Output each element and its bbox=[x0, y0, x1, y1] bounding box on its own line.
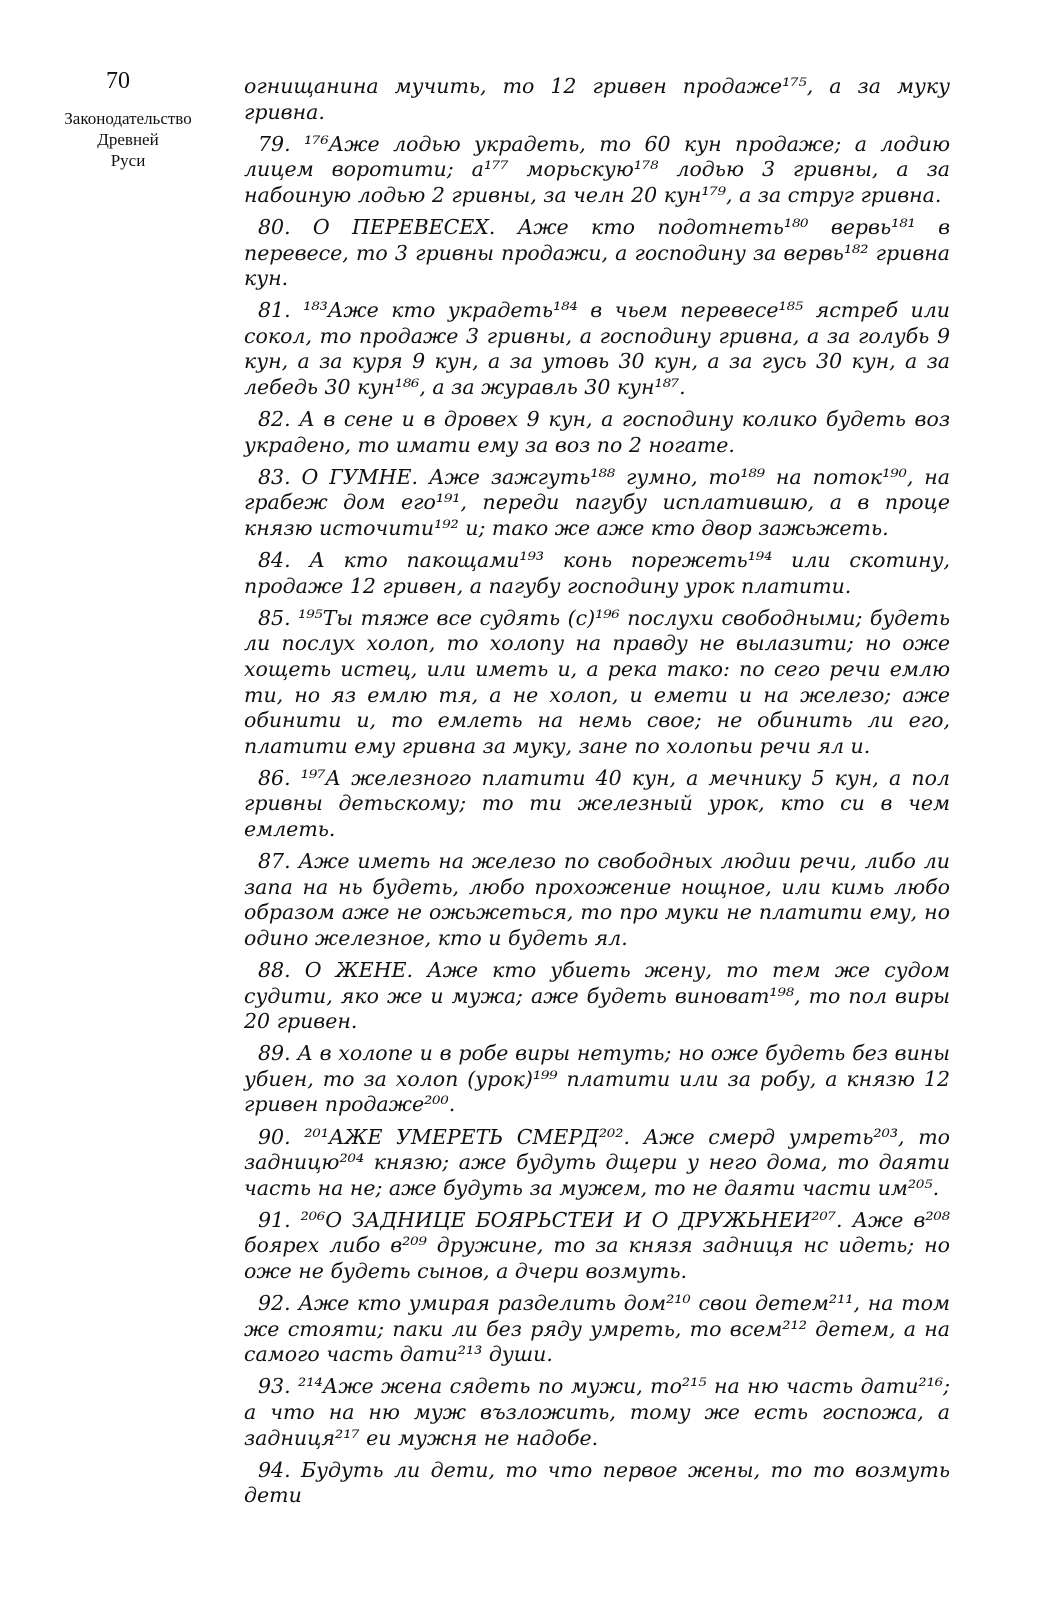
running-head-line-1: Законодательство bbox=[64, 109, 192, 128]
page-number: 70 bbox=[106, 68, 130, 94]
article-94: 94. Будуть ли дети, то что первое жены, то то возмуть дети bbox=[244, 1457, 950, 1508]
article-80: 80. О ПЕРЕВЕСЕХ. Аже кто подотнеть¹⁸⁰ вервь¹⁸¹ в перевесе, то 3 гривны продажи, а господину за вервь¹⁸² гривна кун. bbox=[244, 214, 950, 291]
paragraph-continuation: огнищанина мучить, то 12 гривен продаже¹⁷⁵, а за муку гривна. bbox=[244, 74, 950, 124]
article-91: 91. ²⁰⁶О ЗАДНИЦЕ БОЯРЬСТЕИ И О ДРУЖЬНЕИ²⁰⁷. Аже в²⁰⁸ боярех либо в²⁰⁹ дружине, то за князя задниця нс идеть; но оже не будеть сынов, а дчери возмуть. bbox=[244, 1207, 950, 1284]
article-85: 85. ¹⁹⁵Ты тяже все судять (с)¹⁹⁶ послухи свободными; будеть ли послух холоп, то холопу на правду не вылазити; но оже хощеть истец, или иметь и, а река тако: по сего речи емлю ти, но яз емлю тя, а не холоп, и емети и на железо; аже обинити и, то емлеть на немь свое; не обинить ли его, платити ему гривна за муку, зане по холопьи речи ял и. bbox=[244, 605, 950, 758]
article-92: 92. Аже кто умирая разделить дом²¹⁰ свои детем²¹¹, на том же стояти; паки ли без ряду умреть, то всем²¹² детем, а на самого часть дати²¹³ души. bbox=[244, 1291, 950, 1367]
body-text bbox=[244, 74, 950, 1515]
article-93: 93. ²¹⁴Аже жена сядеть по мужи, то²¹⁵ на ню часть дати²¹⁶; а что на ню муж възложить, тому же есть госпожа, а задниця²¹⁷ еи мужня не надобе. bbox=[244, 1374, 950, 1450]
article-90: 90. ²⁰¹АЖЕ УМЕРЕТЬ СМЕРД²⁰². Аже смерд умреть²⁰³, то задницю²⁰⁴ князю; аже будуть дщери у него дома, то даяти часть на не; аже будуть за мужем, то не даяти части им²⁰⁵. bbox=[244, 1124, 950, 1200]
article-82: 82. А в сене и в дровех 9 кун, а господину колико будеть воз украдено, то имати ему за воз по 2 ногате. bbox=[244, 407, 950, 457]
article-87: 87. Аже иметь на железо по свободных людии речи, либо ли запа на нь будеть, любо прохожение нощное, или кимь любо образом аже не ожьжеться, то про муки не платити ему, но одино железное, кто и будеть ял. bbox=[244, 849, 950, 950]
article-86: 86. ¹⁹⁷А железного платити 40 кун, а мечнику 5 кун, а пол гривны детьскому; то ти железный урок, кто си в чем емлеть. bbox=[244, 765, 950, 842]
article-88: 88. О ЖЕНЕ. Аже кто убиеть жену, то тем же судом судити, яко же и мужа; аже будеть виноват¹⁹⁸, то пол виры 20 гривен. bbox=[244, 958, 950, 1034]
article-84: 84. А кто пакощами¹⁹³ конь порежеть¹⁹⁴ или скотину, продаже 12 гривен, а пагубу господину урок платити. bbox=[244, 548, 950, 598]
running-head-line-2: Древней bbox=[97, 130, 159, 149]
article-79: 79. ¹⁷⁶Аже лодью украдеть, то 60 кун продаже; а лодию лицем воротити; а¹⁷⁷ морьскую¹⁷⁸ лодью 3 гривны, а за набоиную лодью 2 гривны, за челн 20 кун¹⁷⁹, а за струг гривна. bbox=[244, 131, 950, 207]
running-head bbox=[40, 108, 216, 171]
article-81: 81. ¹⁸³Аже кто украдеть¹⁸⁴ в чьем перевесе¹⁸⁵ ястреб или сокол, то продаже 3 гривны, а господину гривна, а за голубь 9 кун, а за куря 9 кун, а за утовь 30 кун, а за гусь 30 кун, а за лебедь 30 кун¹⁸⁶, а за журавль 30 кун¹⁸⁷. bbox=[244, 298, 950, 400]
running-head-line-3: Руси bbox=[110, 151, 146, 170]
article-83: 83. О ГУМНЕ. Аже зажгуть¹⁸⁸ гумно, то¹⁸⁹ на поток¹⁹⁰, на грабеж дом его¹⁹¹, переди пагубу исплатившю, а в проце князю источити¹⁹² и; тако же аже кто двор зажьжеть. bbox=[244, 464, 950, 540]
article-89: 89. А в холопе и в робе виры нетуть; но оже будеть без вины убиен, то за холоп (урок)¹⁹⁹ платити или за робу, а князю 12 гривен продаже²⁰⁰. bbox=[244, 1041, 950, 1117]
